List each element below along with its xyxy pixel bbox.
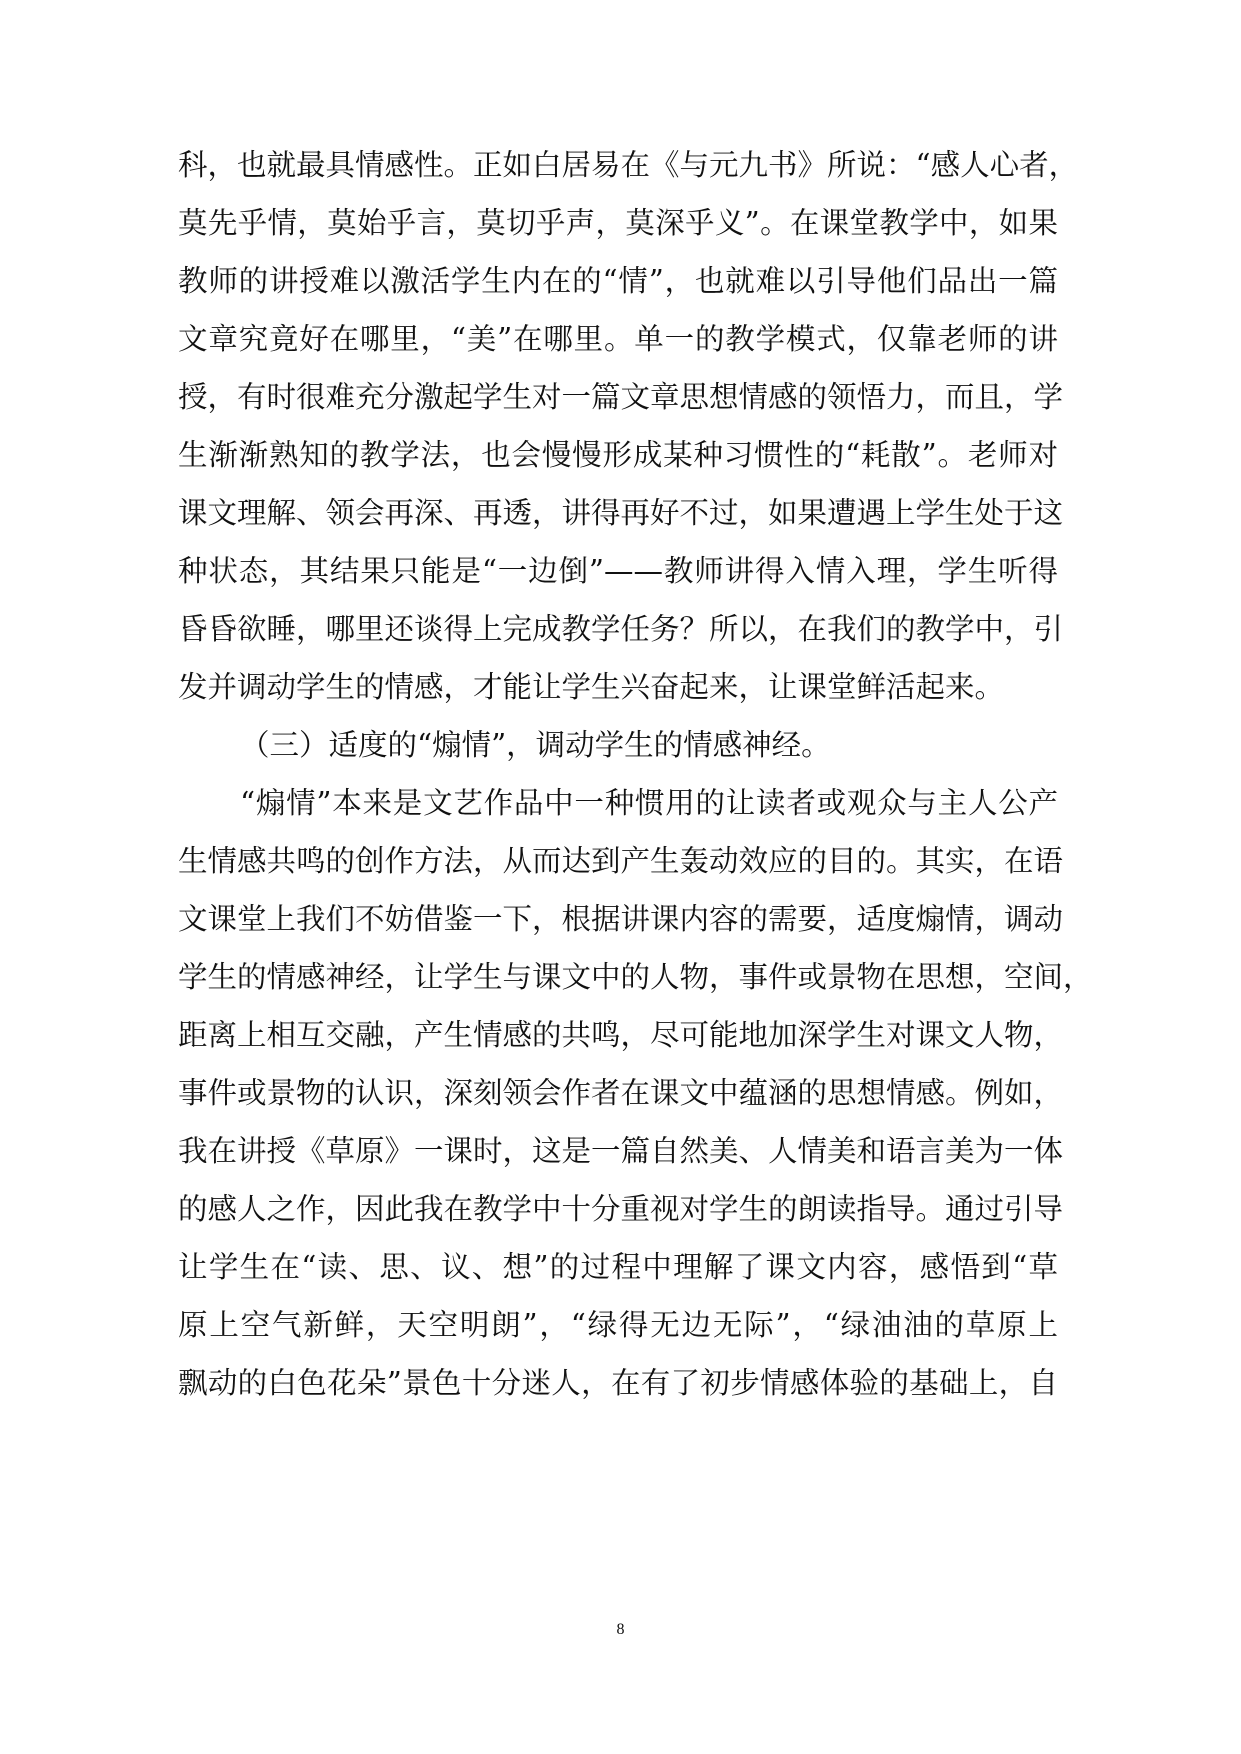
text-line: 生情感共鸣的创作方法，从而达到产生轰动效应的目的。其实，在语	[178, 844, 1064, 878]
text-line: 教师的讲授难以激活学生内在的“情”，也就难以引导他们品出一篇	[178, 264, 1058, 298]
text-line: 发并调动学生的情感，才能让学生兴奋起来，让课堂鲜活起来。	[178, 670, 1005, 704]
text-line: 学生的情感神经，让学生与课文中的人物，事件或景物在思想，空间，	[178, 960, 1093, 994]
text-line: 距离上相互交融，产生情感的共鸣，尽可能地加深学生对课文人物，	[178, 1018, 1064, 1052]
text-line: 飘动的白色花朵”景色十分迷人，在有了初步情感体验的基础上，自	[178, 1366, 1058, 1400]
text-line: 生渐渐熟知的教学法，也会慢慢形成某种习惯性的“耗散”。老师对	[178, 438, 1058, 472]
text-line: 授，有时很难充分激起学生对一篇文章思想情感的领悟力，而且，学	[178, 380, 1064, 414]
text-line: 事件或景物的认识，深刻领会作者在课文中蕴涵的思想情感。例如，	[178, 1076, 1064, 1110]
text-line: 文课堂上我们不妨借鉴一下，根据讲课内容的需要，适度煽情，调动	[178, 902, 1064, 936]
page-number: 8	[616, 1621, 625, 1638]
text-line: 昏昏欲睡，哪里还谈得上完成教学任务？所以，在我们的教学中，引	[178, 612, 1064, 646]
text-line: 科，也就最具情感性。正如白居易在《与元九书》所说：“感人心者，	[178, 148, 1079, 182]
text-line: 我在讲授《草原》一课时，这是一篇自然美、人情美和语言美为一体	[178, 1134, 1064, 1168]
section-heading: （三）适度的“煽情”，调动学生的情感神经。	[240, 728, 831, 762]
text-line: 原上空气新鲜，天空明朗”，“绿得无边无际”，“绿油油的草原上	[178, 1308, 1058, 1342]
text-line: 莫先乎情，莫始乎言，莫切乎声，莫深乎义”。在课堂教学中，如果	[178, 206, 1058, 240]
text-line: 课文理解、领会再深、再透，讲得再好不过，如果遭遇上学生处于这	[178, 496, 1064, 530]
text-line: 种状态，其结果只能是“一边倒”——教师讲得入情入理，学生听得	[178, 554, 1058, 588]
text-line: “煽情”本来是文艺作品中一种惯用的让读者或观众与主人公产	[240, 786, 1058, 820]
text-line: 文章究竟好在哪里，“美”在哪里。单一的教学模式，仅靠老师的讲	[178, 322, 1058, 356]
text-line: 的感人之作，因此我在教学中十分重视对学生的朗读指导。通过引导	[178, 1192, 1064, 1226]
text-line: 让学生在“读、思、议、想”的过程中理解了课文内容，感悟到“草	[178, 1250, 1058, 1284]
